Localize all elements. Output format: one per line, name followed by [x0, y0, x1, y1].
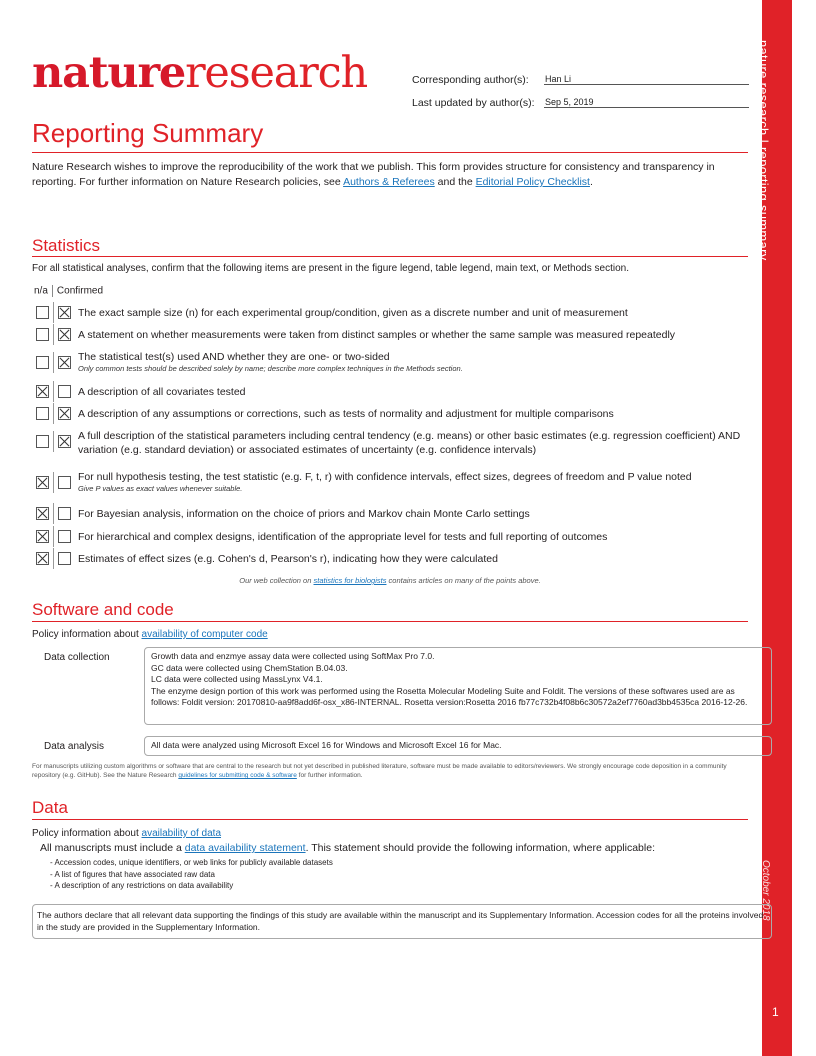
data-analysis-label: Data analysis	[44, 741, 105, 752]
na-checkbox[interactable]	[36, 530, 49, 543]
na-checkbox[interactable]	[36, 507, 49, 520]
list-item: - Accession codes, unique identifiers, or web links for publicly available datasets	[50, 858, 333, 867]
statistics-heading: Statistics	[32, 236, 101, 255]
column-divider	[53, 302, 54, 323]
data-requirement: All manuscripts must include a data availability statement. This statement should provide the following information, where applicable:	[40, 842, 655, 854]
intro-paragraph: Nature Research wishes to improve the reproducibility of the work that we publish. This form provides structure for consistency and transparency in reporting. For further information on Nature Research policies, see Authors & Referees and the Editorial Policy Checklist.	[32, 161, 715, 188]
title-divider	[32, 152, 748, 153]
computer-code-link[interactable]: availability of computer code	[141, 629, 268, 640]
data-heading: Data	[32, 798, 68, 817]
checklist-item-hint: Only common tests should be described solely by name; describe more complex techniques in the Methods section.	[78, 364, 463, 373]
checklist-item-text: A statement on whether measurements were taken from distinct samples or whether the same sample was measured repeatedly	[78, 329, 676, 341]
authors-referees-link[interactable]: Authors & Referees	[343, 176, 435, 188]
data-analysis-field[interactable]: All data were analyzed using Microsoft Excel 16 for Windows and Microsoft Excel 16 for Mac.	[144, 736, 772, 756]
list-item: - A list of figures that have associated raw data	[50, 869, 215, 879]
checklist-item-text: For null hypothesis testing, the test statistic (e.g. F, t, r) with confidence intervals, effect sizes, degrees of freedom and P value noted Give P values as exact values whenever suitable.	[78, 470, 753, 494]
page-title: Reporting Summary	[32, 118, 264, 148]
confirmed-checkbox[interactable]	[58, 356, 71, 369]
data-availability-link[interactable]: data availability statement	[184, 842, 306, 854]
last-updated-label: Last updated by author(s):	[412, 97, 535, 109]
checklist-item-text: A description of all covariates tested	[78, 386, 246, 398]
column-divider	[53, 381, 54, 402]
list-item: - A description of any restrictions on data availability	[50, 881, 234, 890]
checklist-item-text: The exact sample size (n) for each experimental group/condition, given as a discrete number and unit of measurement	[78, 307, 628, 319]
confirmed-checkbox[interactable]	[58, 476, 71, 489]
column-divider	[53, 403, 54, 424]
column-divider	[53, 324, 54, 345]
editorial-policy-link[interactable]: Editorial Policy Checklist	[475, 176, 590, 188]
statistics-divider	[32, 256, 748, 257]
na-checkbox[interactable]	[36, 407, 49, 420]
corresponding-author-row	[412, 74, 572, 86]
confirmed-checkbox[interactable]	[58, 306, 71, 319]
nature-research-logo: natureresearch	[32, 48, 367, 98]
corresponding-author-label: Corresponding author(s):	[412, 74, 529, 86]
na-checkbox[interactable]	[36, 435, 49, 448]
column-divider	[53, 548, 54, 569]
na-checkbox[interactable]	[36, 356, 49, 369]
na-checkbox[interactable]	[36, 328, 49, 341]
software-footnote: For manuscripts utilizing custom algorithms or software that are central to the research but not yet described in published literature, software must be made available to editors/reviewers. We strongly encourage code deposition in a community repository (e.g. GitHub). See the Nature Research guidelines for submitting code & software for further information.	[32, 763, 727, 779]
na-checkbox[interactable]	[36, 552, 49, 565]
data-collection-label: Data collection	[44, 652, 110, 663]
data-policy: Policy information about availability of data	[32, 828, 222, 839]
last-updated-row	[412, 97, 594, 109]
statistics-note: Our web collection on statistics for biologists contains articles on many of the points above.	[239, 576, 541, 585]
checklist-header: n/a Confirmed	[34, 285, 104, 297]
data-collection-field[interactable]: Growth data and enzmye assay data were collected using SoftMax Pro 7.0. GC data were collected using ChemStation B.04.03. LC data were collected using MassLynx V4.1. The enzyme design portion of this work was performed using the Rosetta Molecular Modeling Suite and Foldit. The versions of these softwares used are as follows: Foldit version: 20170810-aa9f8add6f-osx_x86-INTERNAL. Rosetta version:Rosetta 2016 fb77c732b4f08b6c30572a2ef7760ad3bb4535ca 2016-12-26.	[144, 647, 772, 725]
confirmed-checkbox[interactable]	[58, 507, 71, 520]
confirmed-checkbox[interactable]	[58, 530, 71, 543]
checklist-item-text: A full description of the statistical parameters including central tendency (e.g. means) or other basic estimates (e.g. regression coefficient) AND variation (e.g. standard deviation) or associated estimates of uncertainty (e.g. confidence intervals)	[78, 430, 741, 456]
na-checkbox[interactable]	[36, 476, 49, 489]
confirmed-checkbox[interactable]	[58, 435, 71, 448]
checklist-item-text: A description of any assumptions or corrections, such as tests of normality and adjustment for multiple comparisons	[78, 408, 614, 420]
data-divider	[32, 819, 748, 820]
statistics-intro: For all statistical analyses, confirm that the following items are present in the figure legend, table legend, main text, or Methods section.	[32, 263, 629, 274]
checklist-item-text: For Bayesian analysis, information on the choice of priors and Markov chain Monte Carlo settings	[78, 508, 530, 520]
page-number: 1	[772, 1005, 779, 1019]
side-banner-label: nature research | reporting summary	[756, 40, 771, 261]
software-divider	[32, 621, 748, 622]
confirmed-checkbox[interactable]	[58, 385, 71, 398]
na-checkbox[interactable]	[36, 306, 49, 319]
column-divider	[53, 431, 54, 452]
confirmed-checkbox[interactable]	[58, 552, 71, 565]
data-requirement-list	[50, 857, 333, 892]
column-divider	[53, 503, 54, 524]
confirmed-checkbox[interactable]	[58, 407, 71, 420]
availability-of-data-link[interactable]: availability of data	[141, 828, 222, 839]
column-divider	[53, 472, 54, 493]
na-checkbox[interactable]	[36, 385, 49, 398]
statistics-for-biologists-link[interactable]: statistics for biologists	[313, 576, 387, 585]
checklist-item-hint: Give P values as exact values whenever suitable.	[78, 484, 243, 493]
data-availability-field[interactable]: The authors declare that all relevant data supporting the findings of this study are available within the manuscript and its Supplementary Information. Accession codes for all the proteins involved in the study are provided in the Supplementary Information.	[32, 904, 772, 939]
column-divider	[53, 352, 54, 373]
software-heading: Software and code	[32, 600, 174, 619]
column-divider	[53, 526, 54, 547]
checklist-item-text: For hierarchical and complex designs, identification of the appropriate level for tests and full reporting of outcomes	[78, 531, 608, 543]
corresponding-author-field[interactable]: Han Li	[544, 74, 749, 85]
checklist-item-text: The statistical test(s) used AND whether they are one- or two-sided Only common tests should be described solely by name; describe more complex techniques in the Methods section.	[78, 350, 753, 374]
confirmed-checkbox[interactable]	[58, 328, 71, 341]
checklist-item-text: Estimates of effect sizes (e.g. Cohen's d, Pearson's r), indicating how they were calculated	[78, 553, 498, 565]
last-updated-field[interactable]: Sep 5, 2019	[544, 97, 749, 108]
side-banner-date: October 2018	[760, 860, 771, 921]
code-guidelines-link[interactable]: guidelines for submitting code & software	[178, 772, 297, 779]
software-policy: Policy information about availability of computer code	[32, 629, 268, 640]
